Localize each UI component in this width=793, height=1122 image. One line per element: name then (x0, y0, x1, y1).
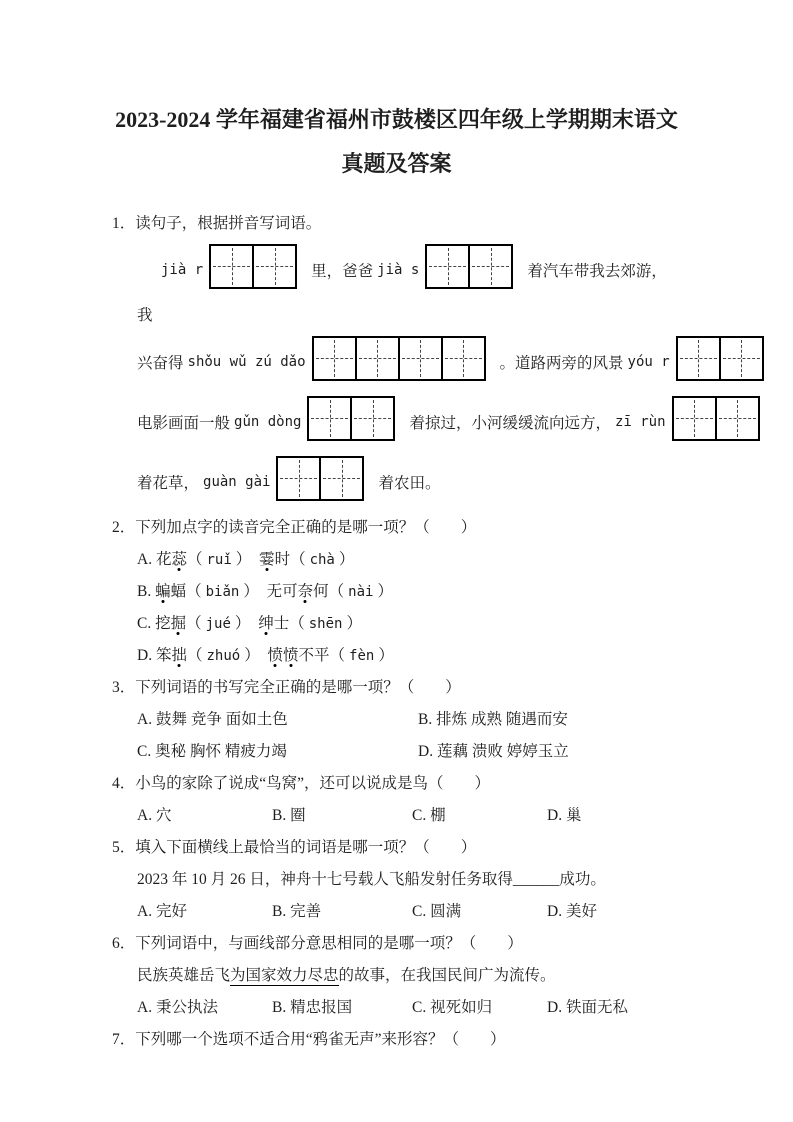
q4-option-a: A. 穴 (137, 807, 172, 824)
q3-option-row-2 (112, 736, 733, 768)
pinyin-text: shǒu wǔ zú dǎo (187, 354, 306, 370)
text-segment: （ (186, 551, 203, 568)
answer-box (312, 336, 486, 381)
answer-cell (357, 338, 400, 379)
question-3 (112, 672, 733, 768)
answer-cell (211, 246, 254, 287)
page-title (60, 98, 733, 186)
q1-line-1 (112, 240, 733, 300)
pinyin-text: jià r (161, 262, 204, 278)
q7-stem: 7．下列哪一个选项不适合用“鸦雀无声”来形容？（ ） (112, 1031, 506, 1048)
q6-option-d: D. 铁面无私 (547, 999, 628, 1016)
answer-cell (470, 246, 511, 287)
text-segment: 掘 (170, 615, 187, 632)
answer-cell (427, 246, 470, 287)
q5-sentence: 2023 年 10 月 26 日，神舟十七号载人飞船发射任务取得______成功。 (137, 871, 606, 888)
answer-cell (309, 398, 352, 439)
text-segment: 蝙 (155, 583, 171, 600)
pinyin-text: yóu r (627, 354, 670, 370)
text-segment: 不平（ (298, 647, 346, 664)
q1-line-1-end: 着汽车带我去郊游， (527, 263, 667, 280)
q6-option-c: C. 视死如归 (412, 999, 493, 1016)
q1-line-3-mid: 。道路两旁的风景 (499, 355, 624, 372)
question-7 (112, 1024, 733, 1056)
answer-cell (443, 338, 484, 379)
q3-option-b: B. 排炼 成熟 随遇而安 (418, 711, 568, 728)
text-segment: 为国家效力尽忠 (230, 967, 339, 984)
text-segment: biǎn (205, 584, 240, 600)
text-segment: ） (244, 647, 268, 664)
text-segment: ） (235, 551, 260, 568)
answer-cell (321, 458, 362, 499)
text-segment: zhuó (206, 648, 241, 664)
q1-line-1-mid: 里，爸爸 (311, 263, 374, 280)
q6-option-row (112, 992, 733, 1024)
text-segment: 奈 (297, 583, 314, 600)
q1-line-4 (112, 392, 733, 452)
title-line-2: 真题及答案 (341, 151, 452, 176)
text-segment: 的故事，在我国民间广为流传。 (338, 967, 556, 984)
q2-option-b (112, 576, 733, 608)
q2-option-d (112, 640, 733, 672)
answer-cell (678, 338, 721, 379)
q4-option-d: D. 巢 (547, 807, 582, 824)
text-segment: （ (186, 615, 202, 632)
q6-stem: 6．下列词语中，与画线部分意思相同的是哪一项？（ ） (112, 935, 523, 952)
q1-line-3 (112, 332, 733, 392)
q4-option-row (112, 800, 733, 832)
answer-box (676, 336, 764, 381)
text-segment: ） 无可 (243, 583, 298, 600)
q4-option-c: C. 棚 (412, 807, 446, 824)
text-segment: ） (346, 615, 362, 632)
q5-option-c: C. 圆满 (412, 903, 462, 920)
text-segment: fèn (349, 648, 375, 664)
title-line-1: 2023-2024 学年福建省福州市鼓楼区四年级上学期期末语文 (115, 107, 678, 132)
question-2 (112, 512, 733, 672)
q1-line-4-mid: 着掠过，小河缓缓流向远方， (409, 415, 611, 432)
text-segment: 绅 (258, 615, 274, 632)
text-segment: 愤 (267, 647, 283, 664)
answer-box (276, 456, 364, 501)
text-segment: 蕊 (171, 551, 187, 568)
text-segment: C. 挖 (137, 615, 171, 632)
text-segment: jué (205, 616, 231, 632)
text-segment: 民族英雄岳飞 (137, 967, 231, 984)
answer-cell (254, 246, 295, 287)
text-segment: 霎 (259, 551, 275, 568)
text-segment: ） (377, 583, 393, 600)
q2-stem: 2．下列加点字的读音完全正确的是哪一项？（ ） (112, 519, 477, 536)
text-segment: ） (234, 615, 259, 632)
text-segment: chà (309, 552, 335, 568)
text-segment: ） (338, 551, 355, 568)
text-segment: 何（ (313, 583, 345, 600)
text-segment: nài (348, 584, 374, 600)
text-segment: （ (186, 647, 203, 664)
answer-box (209, 244, 297, 289)
text-segment: 拙 (171, 647, 187, 664)
answer-cell (314, 338, 357, 379)
answer-cell (721, 338, 762, 379)
q1-line-4-pre: 电影画面一般 (137, 415, 231, 432)
q2-options (112, 544, 733, 672)
text-segment: 愤 (282, 647, 299, 664)
q2-option-c (112, 608, 733, 640)
q1-stem: 1．读句子，根据拼音写词语。 (112, 215, 322, 232)
answer-cell (717, 398, 758, 439)
answer-cell (400, 338, 443, 379)
pinyin-text: guàn gài (203, 474, 271, 490)
q6-option-a: A. 秉公执法 (137, 999, 218, 1016)
pinyin-text: jià s (377, 262, 420, 278)
text-segment: D. 笨 (137, 647, 172, 664)
q1-line-3-pre: 兴奋得 (137, 355, 184, 372)
q6-sentence (112, 960, 733, 992)
q1-line-5-pre: 着花草， (137, 475, 200, 492)
text-segment: B. (137, 583, 156, 600)
text-segment: ruǐ (206, 552, 232, 568)
q4-option-b: B. 圈 (272, 807, 306, 824)
q5-option-b: B. 完善 (272, 903, 322, 920)
q2-option-a (112, 544, 733, 576)
question-5 (112, 832, 733, 928)
question-4 (112, 768, 733, 832)
pinyin-text: gǔn dòng (234, 414, 302, 430)
text-segment: 蝠（ (170, 583, 202, 600)
question-1 (112, 208, 733, 512)
answer-cell (352, 398, 393, 439)
q1-line-2: 我 (137, 307, 153, 324)
q5-option-row (112, 896, 733, 928)
q5-stem: 5．填入下面横线上最恰当的词语是哪一项？（ ） (112, 839, 477, 856)
q6-option-b: B. 精忠报国 (272, 999, 353, 1016)
q3-option-d: D. 莲藕 溃败 婷婷玉立 (418, 743, 569, 760)
text-segment: 士（ (273, 615, 305, 632)
q3-option-a: A. 鼓舞 竞争 面如土色 (137, 711, 288, 728)
q5-option-d: D. 美好 (547, 903, 597, 920)
text-segment: 时（ (274, 551, 306, 568)
text-segment: A. 花 (137, 551, 172, 568)
q3-option-c: C. 奥秘 胸怀 精疲力竭 (137, 743, 287, 760)
q1-line-5 (112, 452, 733, 512)
pinyin-text: zī rùn (614, 414, 666, 430)
q3-option-row-1 (112, 704, 733, 736)
q5-option-a: A. 完好 (137, 903, 187, 920)
answer-cell (278, 458, 321, 499)
answer-box (672, 396, 760, 441)
text-segment: shēn (308, 616, 343, 632)
answer-cell (674, 398, 717, 439)
q1-line-5-end: 着农田。 (378, 475, 441, 492)
answer-box (425, 244, 513, 289)
answer-box (307, 396, 395, 441)
q3-stem: 3．下列词语的书写完全正确的是哪一项？（ ） (112, 679, 461, 696)
text-segment: ） (378, 647, 394, 664)
q4-stem: 4．小鸟的家除了说成“鸟窝”，还可以说成是鸟（ ） (112, 775, 491, 792)
question-6 (112, 928, 733, 1024)
